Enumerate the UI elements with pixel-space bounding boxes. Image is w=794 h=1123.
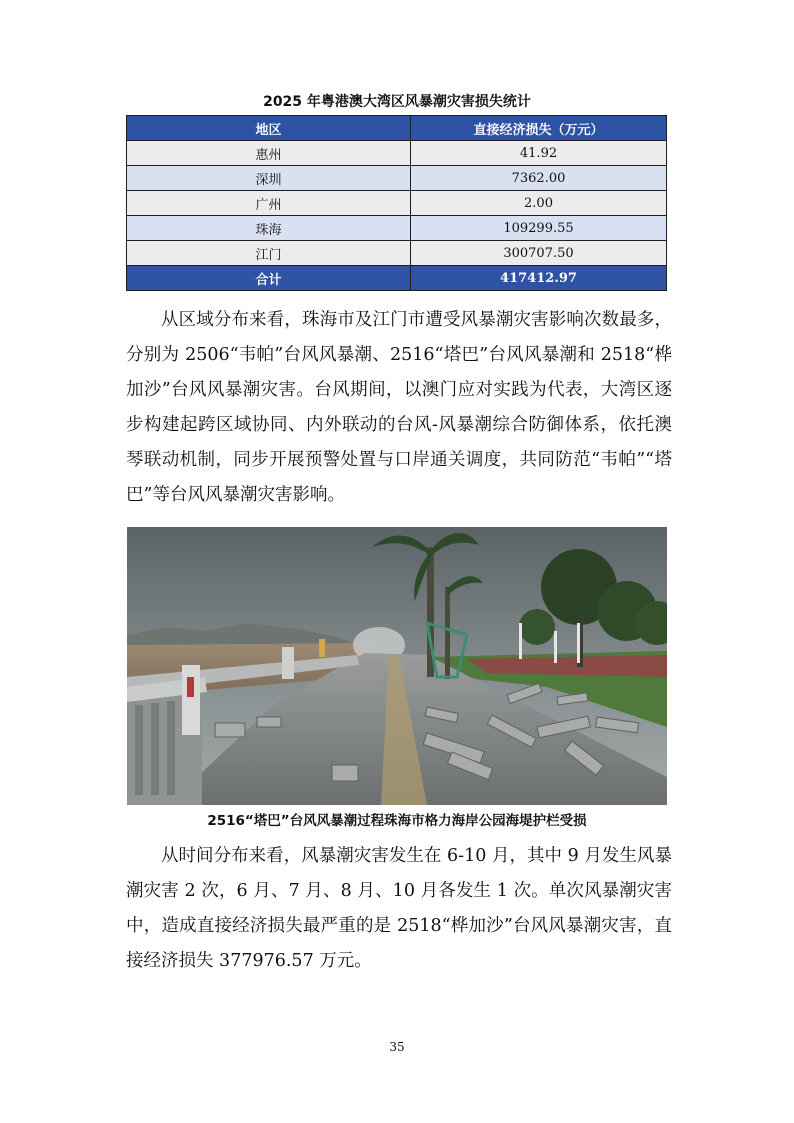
seawall-damage-photo — [127, 527, 667, 805]
region-cell: 惠州 — [127, 141, 411, 166]
region-cell: 江门 — [127, 241, 411, 266]
header-region: 地区 — [127, 116, 411, 141]
header-loss: 直接经济损失（万元） — [411, 116, 667, 141]
table-row — [127, 191, 667, 216]
loss-cell: 7362.00 — [411, 166, 667, 191]
total-label: 合计 — [127, 266, 411, 291]
table-title: 2025 年粤港澳大湾区风暴潮灾害损失统计 — [263, 94, 531, 110]
table-total-row — [127, 266, 667, 291]
region-cell: 深圳 — [127, 166, 411, 191]
total-value: 417412.97 — [411, 266, 667, 291]
photo-caption: 2516“塔巴”台风风暴潮过程珠海市格力海岸公园海堤护栏受损 — [207, 813, 587, 829]
table-row — [127, 241, 667, 266]
table-row — [127, 216, 667, 241]
table-header-row — [127, 116, 667, 141]
loss-cell: 2.00 — [411, 191, 667, 216]
loss-cell: 41.92 — [411, 141, 667, 166]
page-number: 35 — [389, 1040, 405, 1054]
table-row — [127, 141, 667, 166]
region-cell: 广州 — [127, 191, 411, 216]
loss-table — [126, 115, 667, 291]
table-row — [127, 166, 667, 191]
paragraph-regional-distribution: 从区域分布来看，珠海市及江门市遭受风暴潮灾害影响次数最多，分别为 2506“韦帕”台风风暴潮、2516“塔巴”台风风暴潮和 2518“桦加沙”台风风暴潮灾害。台风期间，以澳门应对实践为代表，大湾区逐步构建起跨区域协同、内外联动的台风-风暴潮综合防御体系，依托澳琴联动机制，同步开展预警处置与口岸通关调度，共同防范“韦帕”“塔巴”等台风风暴潮灾害影响。 — [126, 310, 672, 505]
region-cell: 珠海 — [127, 216, 411, 241]
paragraph-temporal-distribution: 从时间分布来看，风暴潮灾害发生在 6-10 月，其中 9 月发生风暴潮灾害 2 次，6 月、7 月、8 月、10 月各发生 1 次。单次风暴潮灾害中，造成直接经济损失最严重的是 2518“桦加沙”台风风暴潮灾害，直接经济损失 377976.57 万元。 — [126, 846, 672, 971]
loss-cell: 300707.50 — [411, 241, 667, 266]
loss-cell: 109299.55 — [411, 216, 667, 241]
